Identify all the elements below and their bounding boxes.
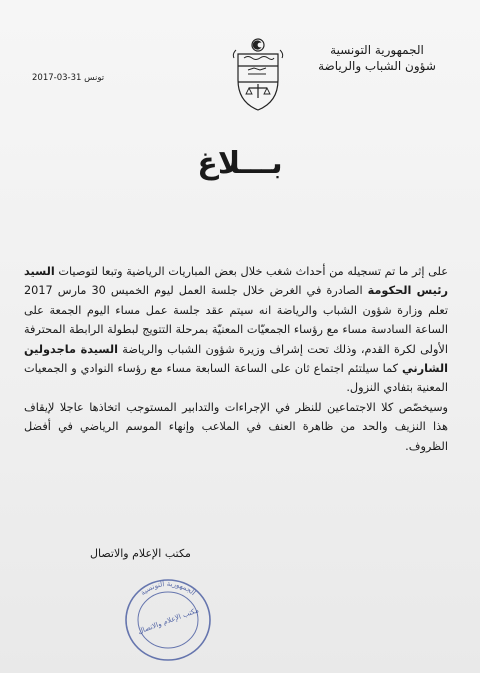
svg-text:الجمهورية التونسية — [139, 580, 197, 597]
letterhead — [302, 42, 452, 74]
minister-name: السيدة ماجدولين الشارني — [24, 342, 448, 376]
document-title: بـــلاغ — [197, 146, 283, 181]
announcement-body — [24, 262, 448, 456]
ministry-name: شؤون الشباب والرياضة — [318, 59, 436, 73]
document-date: تونس 31-03-2017 — [32, 73, 105, 83]
signature-office: مكتب الإعلام والاتصال — [90, 547, 191, 560]
official-stamp-icon — [120, 572, 216, 668]
stamp-center-text: مكتب الإعلام والاتصال — [136, 606, 200, 636]
tunisia-coat-of-arms-icon — [230, 36, 286, 114]
paragraph-2: وسيخصّص كلا الاجتماعين للنظر في الإجراءات والتدابير المستوجب اتخاذها عاجلا لإيقاف هذا النزيف والحد من ظاهرة العنف في الملاعب وإنهاء الموسم الرياضي في أفضل الظروف. — [24, 400, 448, 453]
republic-name: الجمهورية التونسية — [330, 43, 424, 57]
prime-minister-title: السيد رئيس الحكومة — [24, 265, 448, 298]
paragraph-1: على إثر ما تم تسجيله من أحداث شغب خلال بعض المباريات الرياضية وتبعا لتوصيات السيد رئيس الحكومة الصادرة في الغرض خلال جلسة العمل ليوم الخميس 30 مارس 2017 تعلم وزارة شؤون الشباب والرياضة انه سيتم عقد جلسة عمل مساء اليوم الجمعة على الساعة السادسة مساء مع رؤساء الجمعيّات المعنيّة بمرحلة التتويج لبطولة الرابطة المحترفة الأولى لكرة القدم، وذلك تحت إشراف وزيرة شؤون الشباب والرياضة السيدة ماجدولين الشارني كما سيلتئم اجتماع ثان على الساعة السابعة مساء مع رؤساء النوادي و الجمعيات المعنية بتفادي النزول. — [24, 265, 449, 395]
stamp-ring-text: الجمهورية التونسية — [139, 579, 197, 598]
